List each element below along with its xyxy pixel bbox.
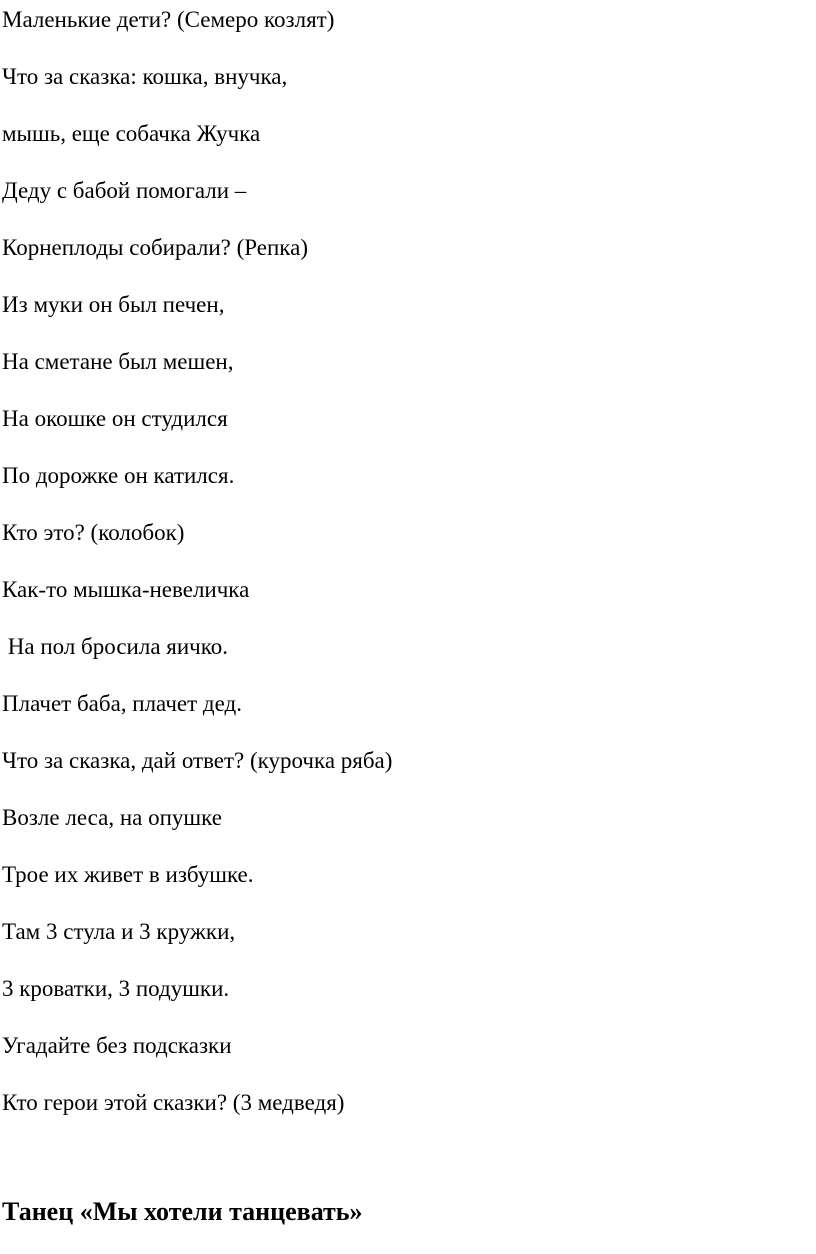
text-line: На окошке он студился (2, 406, 228, 431)
text-line: Плачет баба, плачет дед. (2, 691, 242, 716)
text-line: Возле леса, на опушке (2, 805, 222, 830)
section-heading: Танец «Мы хотели танцевать» (2, 1197, 363, 1226)
text-line: Что за сказка, дай ответ? (курочка ряба) (2, 748, 393, 773)
text-line: Что за сказка: кошка, внучка, (2, 64, 288, 89)
text-line: Деду с бабой помогали – (2, 178, 247, 203)
text-line: Корнеплоды собирали? (Репка) (2, 235, 308, 260)
text-line: Трое их живет в избушке. (2, 862, 254, 887)
text-line: Из муки он был печен, (2, 292, 225, 317)
text-line: Как-то мышка-невеличка (2, 577, 250, 602)
text-line: На сметане был мешен, (2, 349, 234, 374)
text-line: Угадайте без подсказки (2, 1033, 232, 1058)
text-line: На пол бросила яичко. (2, 634, 228, 659)
text-line: Кто герои этой сказки? (3 медведя) (2, 1090, 345, 1115)
text-line: Маленькие дети? (Семеро козлят) (2, 7, 335, 32)
text-line: Там 3 стула и 3 кружки, (2, 919, 236, 944)
text-line: По дорожке он катился. (2, 463, 235, 488)
text-line: мышь, еще собачка Жучка (2, 121, 261, 146)
text-line: Кто это? (колобок) (2, 520, 185, 545)
text-line: 3 кроватки, 3 подушки. (2, 976, 230, 1001)
